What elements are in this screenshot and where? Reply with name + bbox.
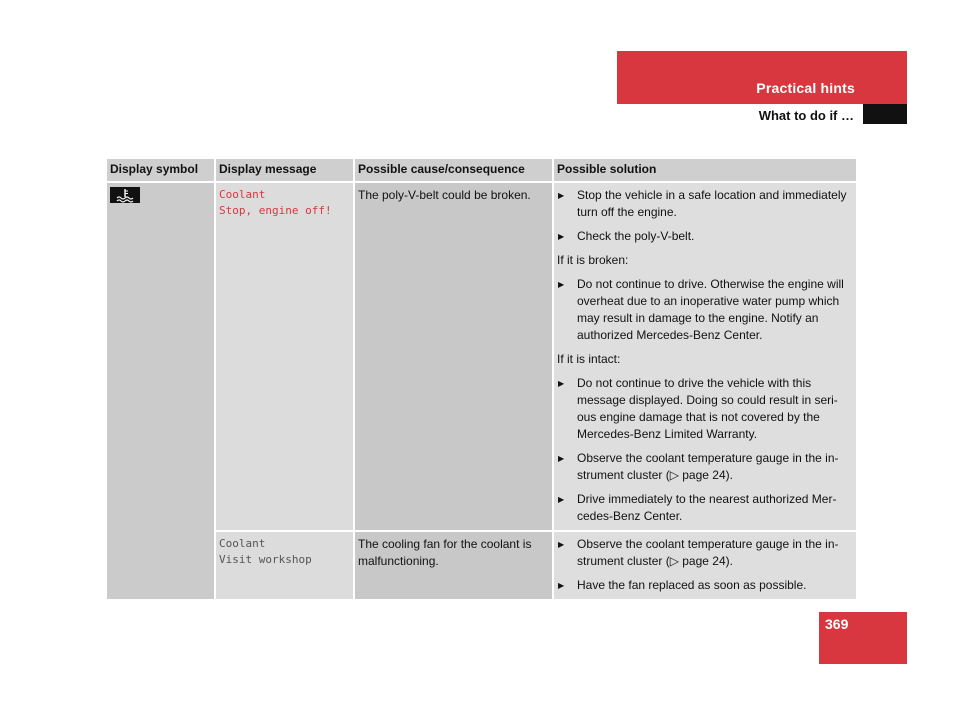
display-symbol-cell	[107, 182, 215, 599]
table-header-row	[107, 159, 856, 182]
cause-text: The cooling fan for the coolant is malfunctioning.	[358, 537, 532, 568]
solution-step: ▶ Stop the vehicle in a safe location and immediately turn off the engine.	[557, 187, 853, 221]
solution-condition: If it is intact:	[557, 352, 621, 366]
chapter-tab-marker	[863, 104, 907, 124]
solution-step: ▶ Observe the coolant temperature gauge in the in-strument cluster (▷ page 24).	[557, 450, 853, 484]
display-message-cell	[215, 182, 354, 531]
column-header-possible-cause: Possible cause/consequence	[354, 159, 553, 182]
solution-step: ▶ Do not continue to drive the vehicle with this message displayed. Doing so could result in seri-ous engine damage that is not covered by the Mercedes-Benz Limited Warranty.	[557, 375, 853, 443]
solution-step: ▶ Do not continue to drive. Otherwise the engine will overheat due to an inoperative water pump which may result in damage to the engine. Notify an authorized Mercedes-Benz Center.	[557, 276, 853, 344]
solution-condition: If it is broken:	[557, 253, 629, 267]
display-message-text: Coolant Stop, engine off!	[219, 188, 332, 217]
section-subtitle: What to do if …	[758, 108, 854, 123]
column-header-possible-solution: Possible solution	[553, 159, 856, 182]
solution-cell	[553, 531, 856, 599]
display-message-cell	[215, 531, 354, 599]
chapter-title: Practical hints	[756, 80, 855, 96]
solution-step: ▶ Have the fan replaced as soon as possible.	[557, 577, 853, 594]
display-messages-table	[107, 159, 856, 599]
cause-cell	[354, 182, 553, 531]
chapter-header-bar	[617, 51, 907, 104]
solution-step: ▶ Observe the coolant temperature gauge in the in-strument cluster (▷ page 24).	[557, 536, 853, 570]
column-header-display-message: Display message	[215, 159, 354, 182]
cause-cell	[354, 531, 553, 599]
solution-cell	[553, 182, 856, 531]
solution-step: ▶ Check the poly-V-belt.	[557, 228, 853, 245]
column-header-display-symbol: Display symbol	[107, 159, 215, 182]
page-number-box	[819, 612, 907, 664]
display-message-text: Coolant Visit workshop	[219, 537, 312, 566]
table-row	[107, 182, 856, 531]
coolant-temperature-icon	[110, 187, 140, 203]
table-row	[107, 531, 856, 599]
cause-text: The poly-V-belt could be broken.	[358, 188, 531, 202]
solution-step: ▶ Drive immediately to the nearest authorized Mer-cedes-Benz Center.	[557, 491, 853, 525]
page-number: 369	[825, 616, 849, 632]
